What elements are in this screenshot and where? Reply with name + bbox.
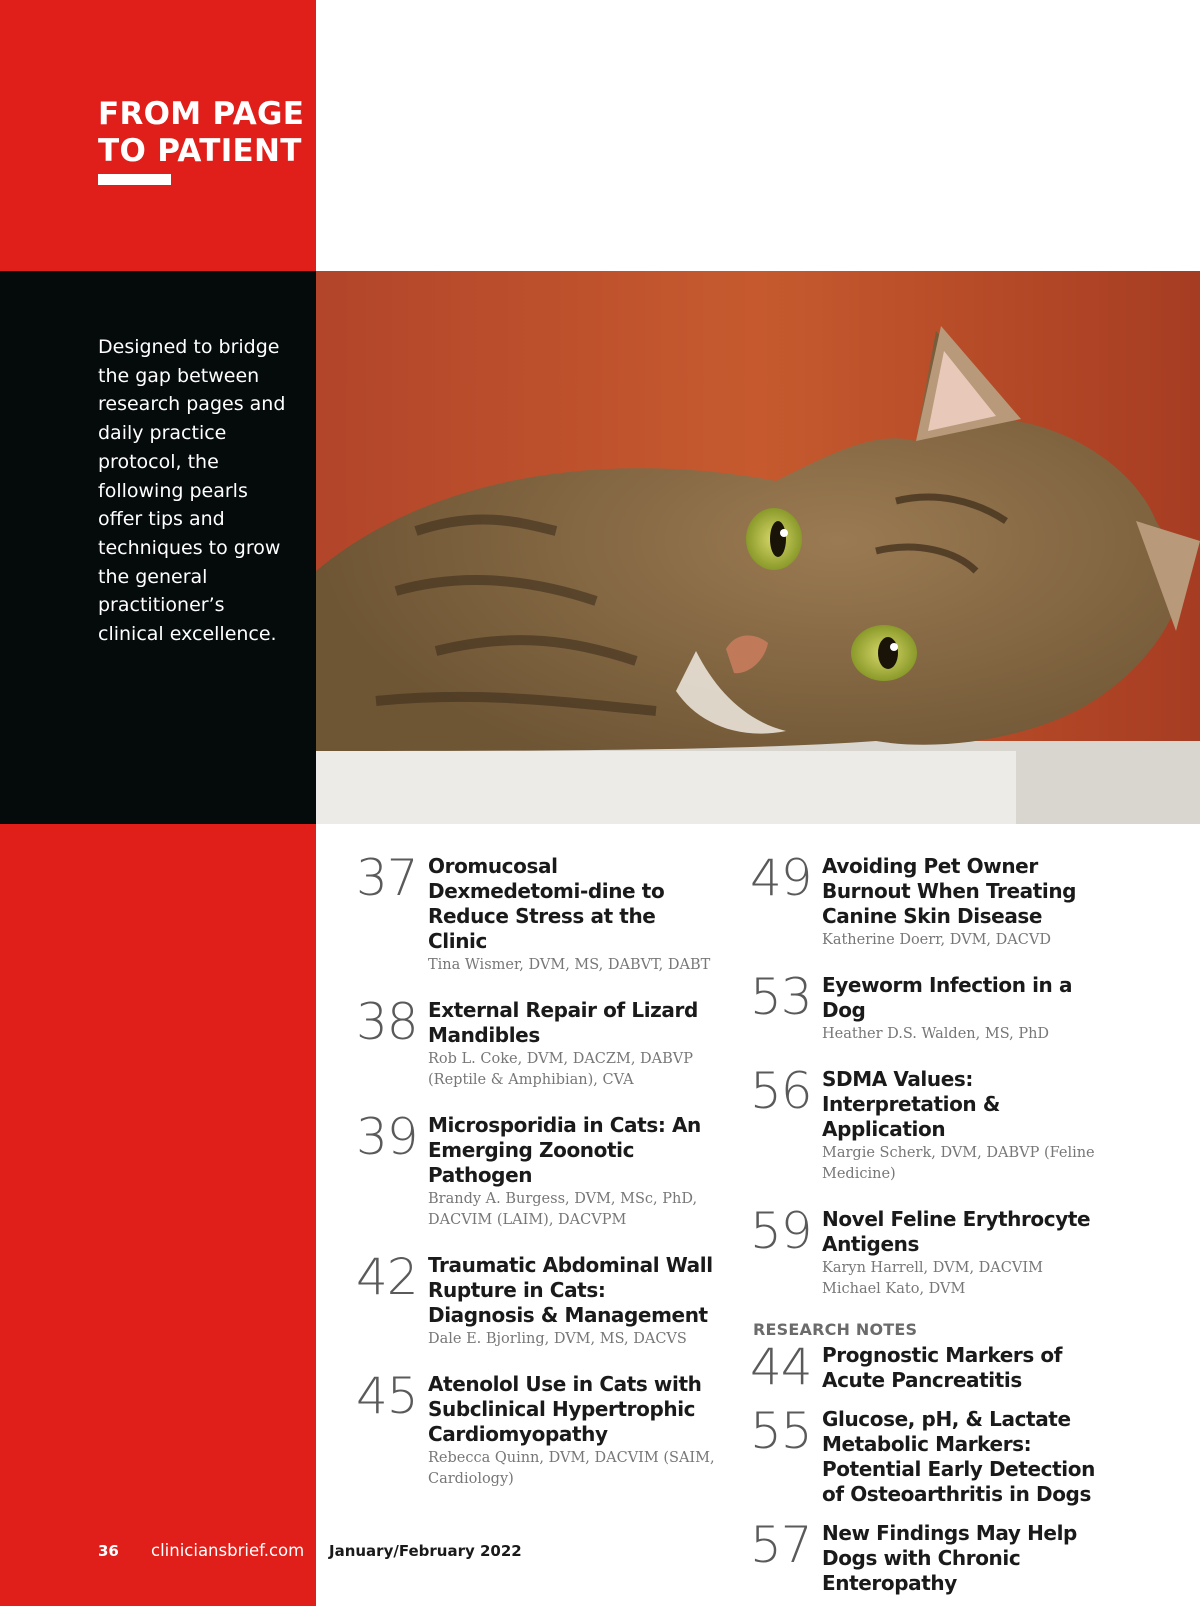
section-title-line-1: FROM PAGE — [98, 96, 305, 132]
cat-photo — [316, 271, 1200, 824]
page-number: 56 — [750, 1062, 812, 1120]
page-number: 37 — [356, 849, 418, 907]
page-number: 49 — [750, 849, 812, 907]
article-title: Oromucosal Dexmedetomi-dine to Reduce Stress at the Clinic — [428, 854, 665, 953]
toc-item[interactable] — [356, 1108, 716, 1231]
title-underline-bar — [98, 174, 171, 185]
article-authors: Margie Scherk, DVM, DABVP (Feline Medicine) — [822, 1145, 1095, 1182]
page-number: 55 — [750, 1402, 812, 1460]
page-number: 59 — [750, 1202, 812, 1260]
article-authors: Tina Wismer, DVM, MS, DABVT, DABT — [428, 957, 711, 973]
article-title: Glucose, pH, & Lactate Metabolic Markers: Potential Early Detection of Osteoarthritis in Dogs — [822, 1407, 1095, 1506]
page-number: 38 — [356, 993, 418, 1051]
page-number: 39 — [356, 1108, 418, 1166]
research-note-item[interactable] — [750, 1516, 1120, 1596]
article-title: Eyeworm Infection in a Dog — [822, 973, 1073, 1022]
article-authors: Karyn Harrell, DVM, DACVIM Michael Kato, DVM — [822, 1260, 1043, 1297]
toc-item[interactable] — [356, 1367, 716, 1490]
toc-item[interactable] — [356, 849, 716, 976]
section-title-line-2: TO PATIENT — [98, 133, 302, 169]
article-title: Atenolol Use in Cats with Subclinical Hypertrophic Cardiomyopathy — [428, 1372, 702, 1446]
article-title: Avoiding Pet Owner Burnout When Treating Canine Skin Disease — [822, 854, 1077, 928]
section-title — [98, 96, 304, 170]
toc-item[interactable] — [750, 1062, 1120, 1185]
intro-text: Designed to bridge the gap between research pages and daily practice protocol, the following pearls offer tips and techniques to grow the general practitioner’s clinical excellence. — [98, 336, 286, 646]
article-title: Traumatic Abdominal Wall Rupture in Cats: Diagnosis & Management — [428, 1253, 713, 1327]
toc-item[interactable] — [750, 968, 1120, 1045]
article-title: Microsporidia in Cats: An Emerging Zoonotic Pathogen — [428, 1113, 701, 1187]
page-number: 53 — [750, 968, 812, 1026]
red-sidebar-bottom — [0, 824, 316, 1606]
toc-left-column — [356, 849, 716, 1512]
article-authors: Brandy A. Burgess, DVM, MSc, PhD, DACVIM (LAIM), DACVPM — [428, 1191, 698, 1228]
research-note-item[interactable] — [750, 1402, 1120, 1507]
article-title: Prognostic Markers of Acute Pancreatitis — [822, 1343, 1063, 1392]
article-title: External Repair of Lizard Mandibles — [428, 998, 698, 1047]
article-authors: Heather D.S. Walden, MS, PhD — [822, 1026, 1050, 1042]
research-note-item[interactable] — [750, 1338, 1120, 1396]
research-notes-label: RESEARCH NOTES — [753, 1320, 918, 1339]
toc-item[interactable] — [356, 1248, 716, 1350]
toc-item[interactable] — [750, 849, 1120, 951]
toc-right-column — [750, 849, 1120, 1610]
article-title: Novel Feline Erythrocyte Antigens — [822, 1207, 1091, 1256]
article-authors: Rebecca Quinn, DVM, DACVIM (SAIM, Cardiology) — [428, 1450, 715, 1487]
footer-website[interactable]: cliniciansbrief.com — [151, 1541, 305, 1560]
article-authors: Rob L. Coke, DVM, DACZM, DABVP (Reptile & Amphibian), CVA — [428, 1051, 694, 1088]
footer-page-number: 36 — [98, 1542, 119, 1560]
toc-item[interactable] — [750, 1202, 1120, 1300]
page-number: 57 — [750, 1516, 812, 1574]
article-authors: Katherine Doerr, DVM, DACVD — [822, 932, 1051, 948]
page-number: 45 — [356, 1367, 418, 1425]
article-title: SDMA Values: Interpretation & Application — [822, 1067, 1000, 1141]
page-number: 44 — [750, 1338, 812, 1396]
page-number: 42 — [356, 1248, 418, 1306]
article-title: New Findings May Help Dogs with Chronic Enteropathy — [822, 1521, 1077, 1595]
footer-issue-date: January/February 2022 — [329, 1542, 522, 1560]
toc-item[interactable] — [356, 993, 716, 1091]
article-authors: Dale E. Bjorling, DVM, MS, DACVS — [428, 1331, 687, 1347]
